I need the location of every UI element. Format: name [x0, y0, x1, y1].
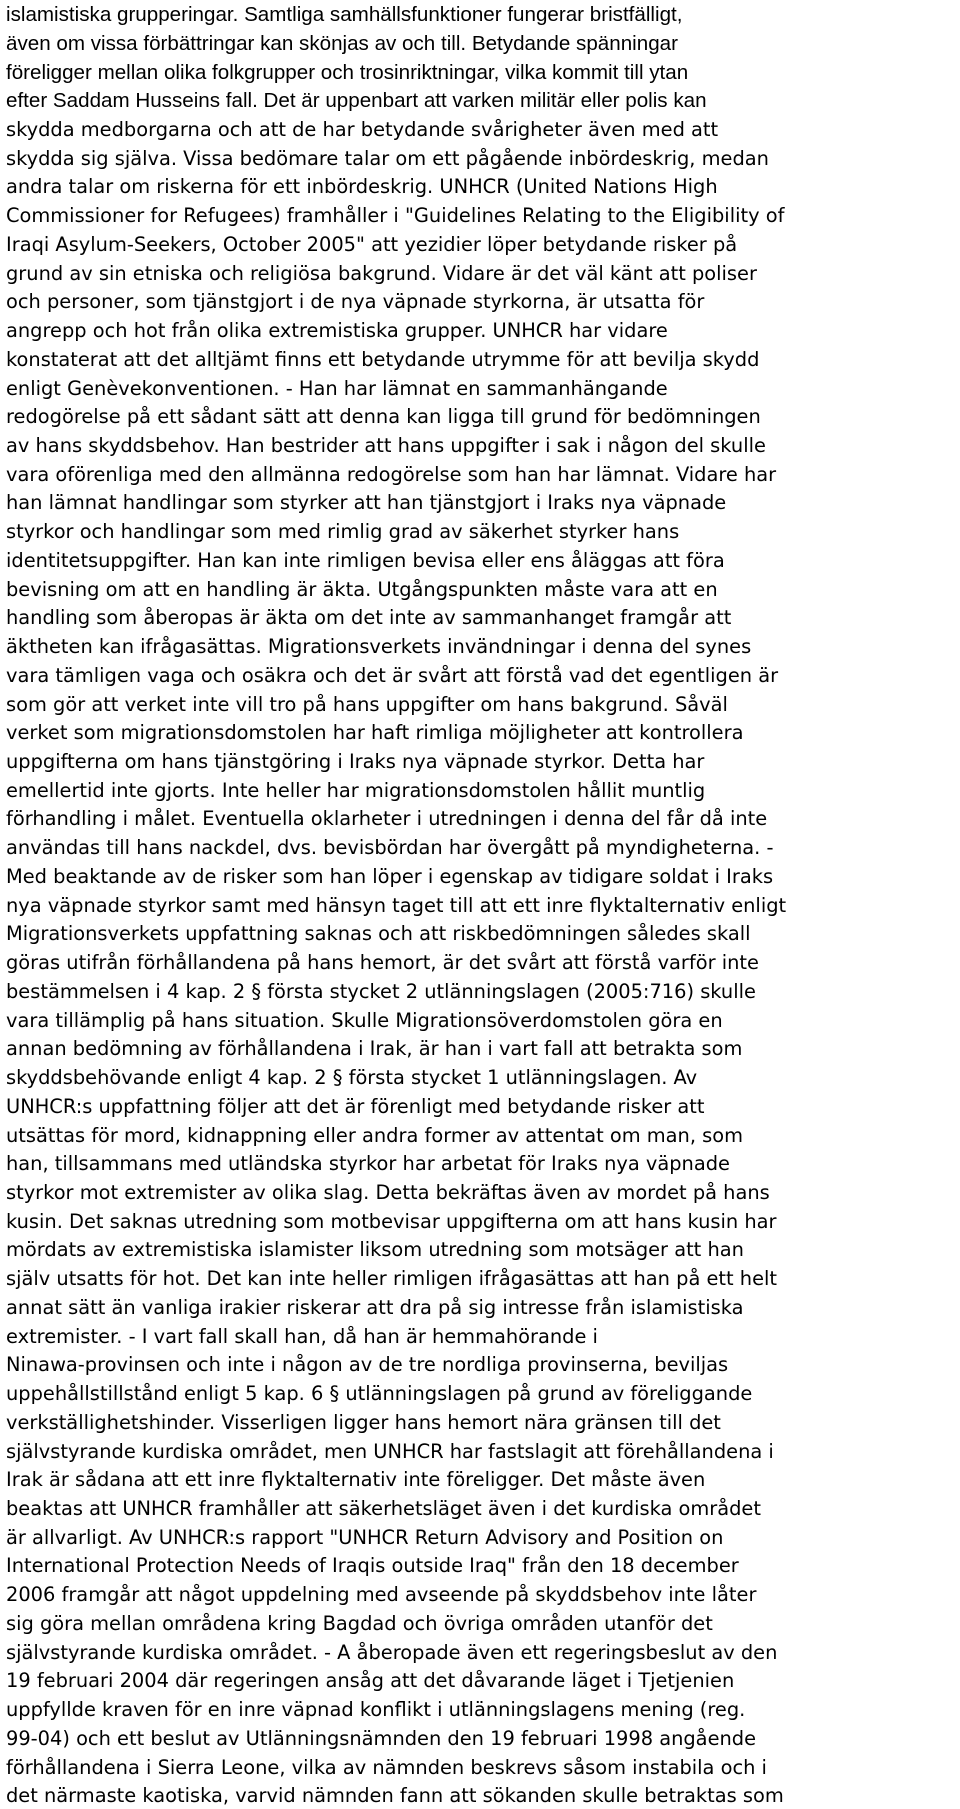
text-line: annat sätt än vanliga irakier riskerar att dra på sig intresse från islamistiska: [6, 1295, 744, 1319]
text-line: av hans skyddsbehov. Han bestrider att hans uppgifter i sak i någon del skulle: [6, 433, 766, 457]
text-line: och personer, som tjänstgjort i de nya väpnade styrkorna, är utsatta för: [6, 290, 705, 314]
text-line: bevisning om att en handling är äkta. Utgångspunkten måste vara att en: [6, 577, 718, 601]
text-line: Migrationsverkets uppfattning saknas och att riskbedömningen således skall: [6, 922, 751, 946]
text-line: sig göra mellan områdena kring Bagdad och övriga områden utanför det: [6, 1611, 713, 1635]
text-line: International Protection Needs of Iraqis outside Iraq" från den 18 december: [6, 1554, 739, 1578]
text-line: förhandling i målet. Eventuella oklarheter i utredningen i denna del får då inte: [6, 807, 768, 831]
text-line: göras utifrån förhållandena på hans hemort, är det svårt att förstå varför inte: [6, 951, 759, 975]
text-line: angrepp och hot från olika extremistiska grupper. UNHCR har vidare: [6, 319, 668, 342]
text-line: enligt Genèvekonventionen. - Han har lämnat en sammanhängande: [6, 376, 668, 400]
text-line: verkställighetshinder. Visserligen ligger hans hemort nära gränsen till det: [6, 1410, 721, 1434]
text-line: uppfyllde kraven för en inre väpnad konflikt i utlänningslagens mening (reg.: [6, 1698, 746, 1722]
text-line: styrkor och handlingar som med rimlig grad av säkerhet styrker hans: [6, 520, 680, 544]
text-line: emellertid inte gjorts. Inte heller har migrationsdomstolen hållit muntlig: [6, 778, 706, 802]
text-line: efter Saddam Husseins fall. Det är uppenbart att varken militär eller polis kan: [6, 89, 707, 113]
text-line: andra talar om riskerna för ett inbördeskrig. UNHCR (United Nations High: [6, 175, 718, 199]
text-line: vara oförenliga med den allmänna redogörelse som han har lämnat. Vidare har: [6, 462, 777, 486]
text-line: identitetsuppgifter. Han kan inte rimligen bevisa eller ens åläggas att föra: [6, 548, 725, 572]
text-line: skyddsbehövande enligt 4 kap. 2 § första stycket 1 utlänningslagen. Av: [6, 1066, 698, 1089]
text-line: han lämnat handlingar som styrker att han tjänstgjort i Iraks nya väpnade: [6, 491, 727, 515]
text-line: UNHCR:s uppfattning följer att det är förenligt med betydande risker att: [6, 1094, 705, 1118]
text-line: uppehållstillstånd enligt 5 kap. 6 § utlänningslagen på grund av föreliggande: [6, 1382, 753, 1405]
text-line: mördats av extremistiska islamister liksom utredning som motsäger att han: [6, 1238, 744, 1262]
text-line: är allvarligt. Av UNHCR:s rapport "UNHCR Return Advisory and Position on: [6, 1525, 724, 1549]
text-line: föreligger mellan olika folkgrupper och trosinriktningar, vilka kommit till ytan: [6, 60, 689, 84]
text-line: äktheten kan ifrågasättas. Migrationsverkets invändningar i denna del synes: [6, 635, 752, 659]
text-line: 19 februari 2004 där regeringen ansåg att det dåvarande läget i Tjetjenien: [6, 1669, 735, 1693]
text-line: bestämmelsen i 4 kap. 2 § första stycket 2 utlänningslagen (2005:716) skulle: [6, 979, 756, 1003]
text-line: grund av sin etniska och religiösa bakgrund. Vidare är det väl känt att poliser: [6, 261, 757, 285]
text-line: Ninawa-provinsen och inte i någon av de tre nordliga provinserna, beviljas: [6, 1353, 729, 1377]
text-line: Med beaktande av de risker som han löper i egenskap av tidigare soldat i Iraks: [6, 864, 774, 888]
text-line: även om vissa förbättringar kan skönjas av och till. Betydande spänningar: [6, 31, 678, 55]
text-line: extremister. - I vart fall skall han, då han är hemmahörande i: [6, 1324, 598, 1348]
text-line: uppgifterna om hans tjänstgöring i Iraks nya väpnade styrkor. Detta har: [6, 750, 705, 773]
text-line: utsättas för mord, kidnappning eller andra former av attentat om man, som: [6, 1123, 744, 1147]
text-line: Commissioner for Refugees) framhåller i "Guidelines Relating to the Eligibility of: [6, 204, 785, 228]
text-line: Iraqi Asylum-Seekers, October 2005" att yezidier löper betydande risker på: [6, 232, 738, 256]
text-line: vara tämligen vaga och osäkra och det är svårt att förstå vad det egentligen är: [6, 663, 779, 687]
text-line: nya väpnade styrkor samt med hänsyn taget till att ett inre flyktalternativ enligt: [6, 893, 787, 917]
text-line: konstaterat att det alltjämt finns ett betydande utrymme för att bevilja skydd: [6, 347, 760, 371]
text-line: han, tillsammans med utländska styrkor har arbetat för Iraks nya väpnade: [6, 1152, 730, 1176]
text-line: självstyrande kurdiska området, men UNHCR har fastslagit att förehållandena i: [6, 1439, 774, 1463]
text-line: styrkor mot extremister av olika slag. Detta bekräftas även av mordet på hans: [6, 1180, 770, 1204]
text-line: skydda sig själva. Vissa bedömare talar om ett pågående inbördeskrig, medan: [6, 146, 769, 170]
text-line: annan bedömning av förhållandena i Irak, är han i vart fall att betrakta som: [6, 1037, 743, 1061]
text-line: islamistiska grupperingar. Samtliga samhällsfunktioner fungerar bristfälligt,: [6, 3, 683, 26]
text-line: vara tillämplig på hans situation. Skulle Migrationsöverdomstolen göra en: [6, 1008, 723, 1032]
text-line: Irak är sådana att ett inre flyktalternativ inte föreligger. Det måste även: [6, 1468, 706, 1492]
text-line: verket som migrationsdomstolen har haft rimliga möjligheter att kontrollera: [6, 721, 744, 745]
text-line: som gör att verket inte vill tro på hans uppgifter om hans bakgrund. Såväl: [6, 692, 728, 716]
text-line: skydda medborgarna och att de har betydande svårigheter även med att: [6, 117, 719, 141]
text-line: det närmaste kaotiska, varvid nämnden fann att sökanden skulle betraktas som: [6, 1784, 784, 1808]
text-line: 2006 framgår att något uppdelning med avseende på skyddsbehov inte låter: [6, 1583, 757, 1607]
text-line: själv utsatts för hot. Det kan inte heller rimligen ifrågasättas att han på ett helt: [6, 1267, 777, 1291]
text-line: kusin. Det saknas utredning som motbevisar uppgifterna om att hans kusin har: [6, 1209, 777, 1233]
text-line: redogörelse på ett sådant sätt att denna kan ligga till grund för bedömningen: [6, 405, 761, 429]
text-line: användas till hans nackdel, dvs. bevisbördan har övergått på myndigheterna. -: [6, 836, 774, 860]
text-line: självstyrande kurdiska området. - A åberopade även ett regeringsbeslut av den: [6, 1640, 778, 1664]
text-line: beaktas att UNHCR framhåller att säkerhetsläget även i det kurdiska området: [6, 1497, 761, 1520]
text-line: 99-04) och ett beslut av Utlänningsnämnden den 19 februari 1998 angående: [6, 1726, 757, 1750]
text-line: handling som åberopas är äkta om det inte av sammanhanget framgår att: [6, 606, 732, 630]
text-line: förhållandena i Sierra Leone, vilka av nämnden beskrevs såsom instabila och i: [6, 1755, 767, 1779]
